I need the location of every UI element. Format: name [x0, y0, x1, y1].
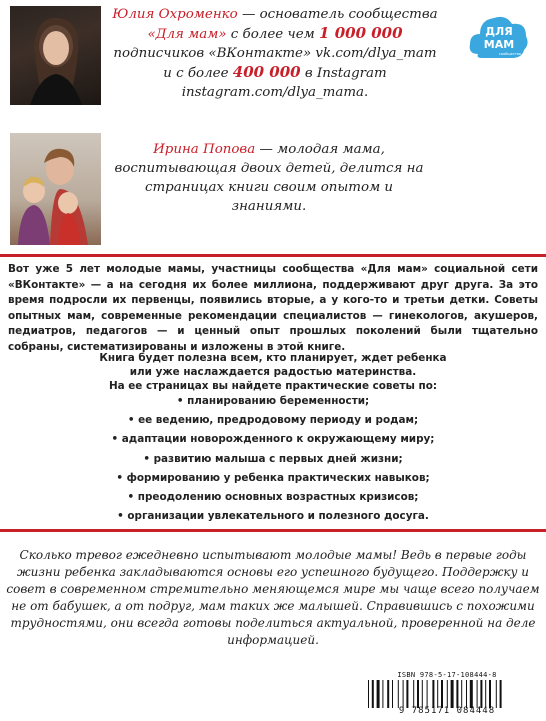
- divider-bottom: [0, 529, 546, 532]
- barcode-bar: [422, 680, 423, 708]
- barcode-number: 9 785171 084448: [398, 706, 496, 716]
- barcode-bar: [441, 680, 443, 708]
- community-name: «Для мам»: [147, 27, 227, 42]
- author-photo-okhromenko: [10, 6, 101, 105]
- list-item: • планированию беременности;: [0, 392, 546, 411]
- logo-line2: МАМ: [483, 38, 515, 51]
- bio-text: в Instagram instagram.com/dlya_mama.: [181, 66, 387, 100]
- barcode-bar: [461, 680, 462, 708]
- dlya-mam-logo: [468, 10, 530, 66]
- barcode-bar: [382, 680, 383, 708]
- barcode: [362, 680, 532, 708]
- author-name: Юлия Охроменко: [112, 7, 238, 22]
- author-name: Ирина Попова: [153, 142, 256, 157]
- barcode-bar: [387, 680, 389, 708]
- barcode-bar: [403, 680, 404, 708]
- author-bio-okhromenko: [110, 5, 440, 102]
- bio-text: подписчиков «ВКонтакте» vk.com/dlya_mam и с более: [113, 46, 437, 81]
- barcode-bar: [477, 680, 478, 708]
- lead-line: Книга будет полезна всем, кто планирует, ждет ребенка: [99, 352, 447, 364]
- barcode-bar: [368, 680, 369, 708]
- barcode-bar: [427, 680, 428, 708]
- list-item: • развитию малыша с первых дней жизни;: [0, 450, 546, 469]
- barcode-bar: [432, 680, 434, 708]
- book-lead: [0, 351, 546, 393]
- author-bio-popova: [110, 140, 428, 216]
- bio-text: с более чем: [226, 27, 320, 42]
- logo-sub: сообщество: [499, 52, 521, 56]
- barcode-bar: [500, 680, 502, 708]
- barcode-bar: [377, 680, 380, 708]
- list-item: • преодолению основных возрастных кризисов;: [0, 488, 546, 507]
- subscriber-count: 1 000 000: [319, 24, 403, 42]
- instagram-count: 400 000: [232, 63, 301, 81]
- bio-text: — молодая мама, воспитывающая двоих детей, делится на страницах книги своим опытом и знаниями.: [114, 142, 424, 214]
- barcode-bar: [451, 680, 454, 708]
- barcode-bar: [456, 680, 458, 708]
- closing-paragraph: Сколько тревог ежедневно испытывают молодые мамы! Ведь в первые годы жизни ребенка закладываются основы его успешного будущего. Поддержку и совет в современном стремительно меняющемся мире мы чаще всего получаем не от бабушек, а от подруг, мам таких же малышей. Справившись с похожими трудностями, они всегда готовы поделиться актуальной, проверенной на деле информацией.: [6, 548, 540, 647]
- barcode-bar: [413, 680, 414, 708]
- barcode-bar: [480, 680, 482, 708]
- barcode-bar: [392, 680, 393, 708]
- barcode-bar: [398, 680, 399, 708]
- list-item: • организации увлекательного и полезного досуга.: [0, 507, 546, 526]
- list-item: • ее ведению, предродовому периоду и родам;: [0, 411, 546, 430]
- barcode-bar: [466, 680, 467, 708]
- isbn-label: ISBN 978-5-17-108444-8: [397, 671, 497, 679]
- barcode-bar: [437, 680, 438, 708]
- barcode-bar: [406, 680, 408, 708]
- lead-line: или уже наслаждается радостью материнства.: [129, 366, 417, 378]
- list-item: • адаптации новорожденного к окружающему миру;: [0, 430, 546, 449]
- bio-text: — основатель сообщества: [237, 7, 438, 22]
- barcode-bar: [489, 680, 491, 708]
- lead-line: На ее страницах вы найдете практические советы по:: [108, 380, 438, 392]
- list-item: • формированию у ребенка практических навыков;: [0, 469, 546, 488]
- intro-paragraph: Вот уже 5 лет молодые мамы, участницы сообщества «Для мам» социальной сети «ВКонтакте» — а на сегодня их более миллиона, поддерживают друг друга. За это время подросли их первенцы, появились вторые, а у кого-то и третьи детки. Советы опытных мам, современные рекомендации специалистов — гинекологов, акушеров, педиатров, педагогов — и ценный опыт прошлых поколений были тщательно собраны, систематизированы и изложены в этой книге.: [8, 263, 538, 353]
- barcode-bar: [417, 680, 419, 708]
- barcode-bar: [447, 680, 448, 708]
- barcode-bar: [485, 680, 486, 708]
- advice-list: [0, 392, 546, 526]
- author-photo-popova: [10, 133, 101, 245]
- barcode-bar: [470, 680, 473, 708]
- logo-line1: ДЛЯ: [485, 25, 513, 38]
- barcode-bar: [372, 680, 374, 708]
- divider-top: [0, 254, 546, 257]
- barcode-bar: [496, 680, 497, 708]
